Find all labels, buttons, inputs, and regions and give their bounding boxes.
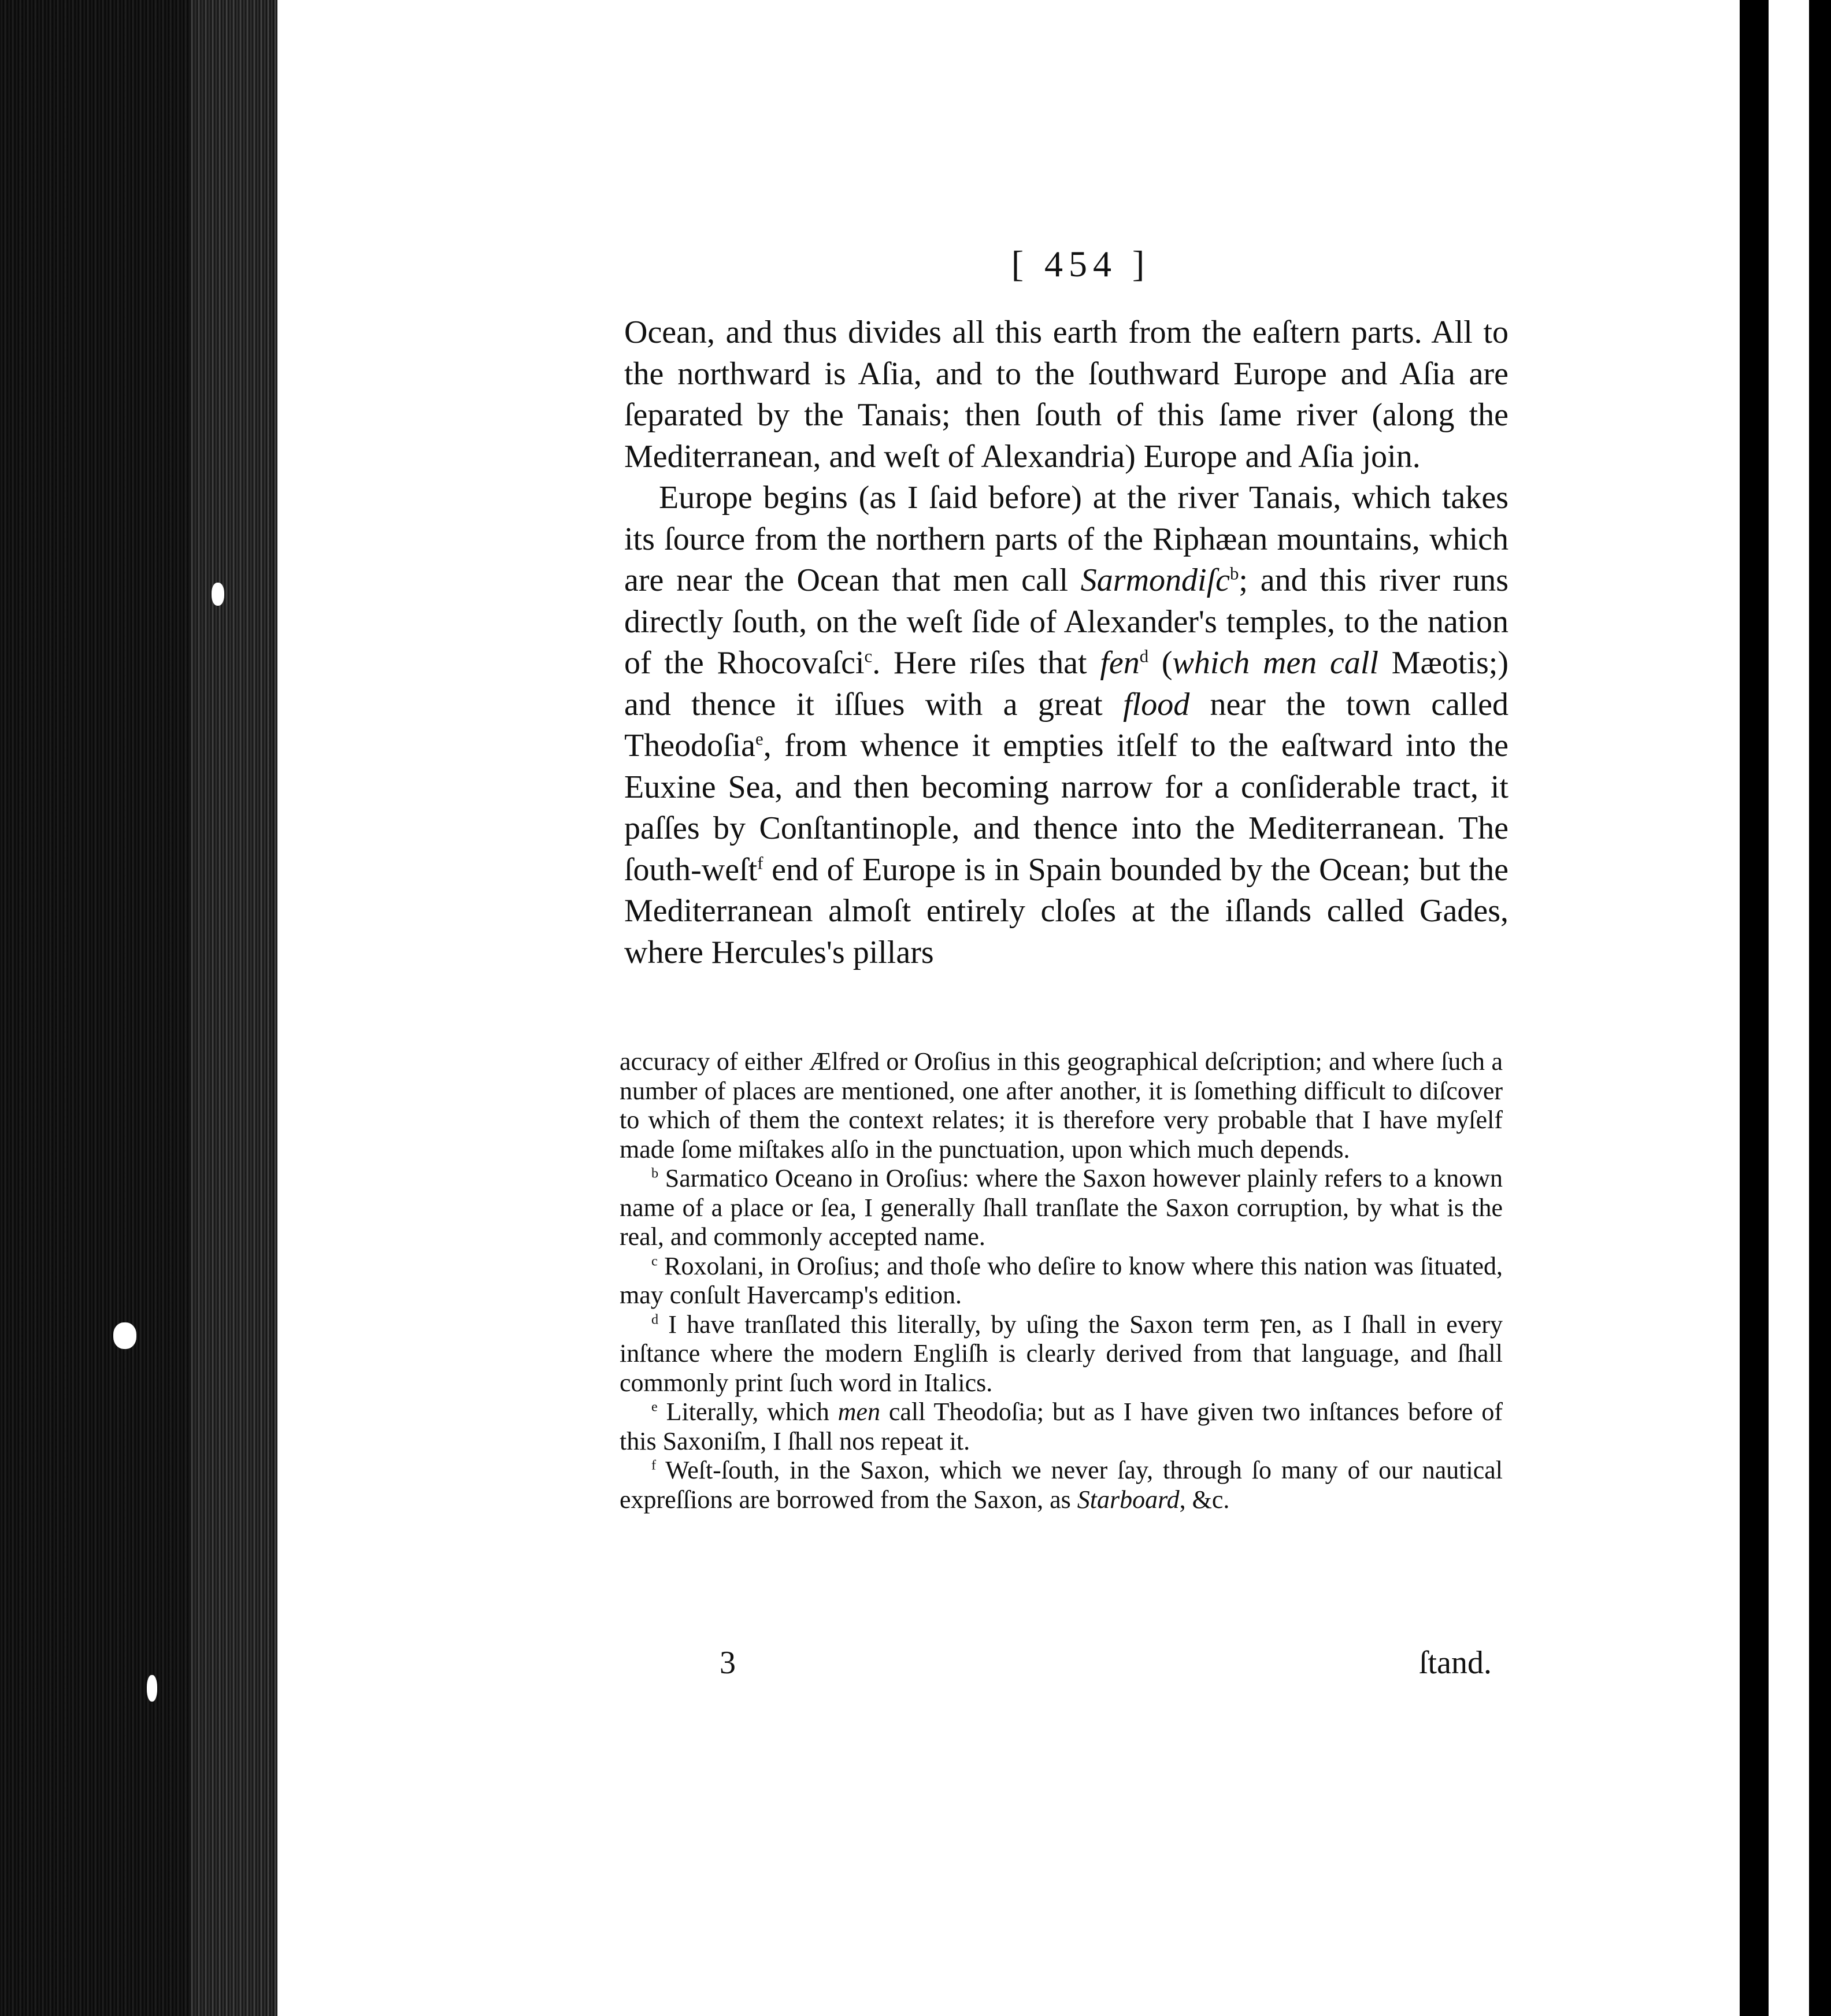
text-run: Europe begins (as I ſaid before) at the river Tanais, which takes its ſource from the northern parts of the Riphæan mountains, which are near the Ocean that men call bbox=[624, 480, 1508, 598]
italic-text: fen bbox=[1100, 645, 1140, 681]
text-run: ; and this river runs directly ſouth, on the weſt ſide of Alexander's temples, to the nation of the Rhocovaſci bbox=[624, 562, 1509, 681]
footnote bbox=[620, 1047, 1503, 1164]
footnote bbox=[620, 1398, 1503, 1456]
footnote-marker: e bbox=[651, 1399, 658, 1415]
text-run: Ocean, and thus divides all this earth from the eaſtern parts. All to the northward is Aſia, and to the ſouthward Europe and Aſia are ſeparated by the Tanais; then ſouth of this ſame river (along the Mediterranean, and weſt of Alexandria) Europe and Aſia join. bbox=[624, 314, 1508, 475]
footnote-marker: e bbox=[755, 729, 763, 749]
text-run: , &c. bbox=[1179, 1485, 1230, 1514]
italic-text: Starboard bbox=[1077, 1485, 1180, 1514]
footnote bbox=[620, 1310, 1503, 1398]
body-text bbox=[624, 312, 1508, 973]
text-run: end of Europe is in Spain bounded by the Ocean; but the Mediterranean almoſt entirely cloſes at the iſlands called Gades, where Hercules's pillars bbox=[624, 851, 1508, 970]
footnote-marker: d bbox=[1139, 646, 1149, 666]
body-paragraph bbox=[624, 312, 1508, 477]
text-run: call Theodoſia; but as I have given two inſtances before of this Saxoniſm, I ſhall nos repeat it. bbox=[620, 1398, 1503, 1455]
footnote bbox=[620, 1252, 1503, 1310]
text-run: Weſt-ſouth, in the Saxon, which we never ſay, through ſo many of our nautical expreſſions are borrowed from the Saxon, as bbox=[620, 1456, 1503, 1514]
book-page bbox=[277, 0, 1740, 2016]
text-run: Roxolani, in Oroſius; and thoſe who deſire to know where this nation was ſituated, may conſult Havercamp's edition. bbox=[620, 1251, 1503, 1309]
catchword: ſtand. bbox=[1419, 1645, 1492, 1681]
text-run: Sarmatico Oceano in Oroſius: where the Saxon however plainly refers to a known name of a place or ſea, I generally ſhall tranſlate the Saxon corruption, by what is the real, and commonly accepted name. bbox=[620, 1164, 1503, 1251]
italic-text: Sarmondiſc bbox=[1080, 562, 1230, 598]
text-run: I have tranſlated this literally, by uſing the Saxon term ꝼen, as I ſhall in every inſtance where the modern Engliſh is clearly derived from that language, and ſhall commonly print ſuch word in Italics. bbox=[620, 1310, 1503, 1397]
text-run: Mæotis;) and thence it iſſues with a great bbox=[624, 645, 1508, 722]
footnote-marker: d bbox=[651, 1311, 659, 1327]
italic-text: men bbox=[837, 1398, 880, 1426]
footnote bbox=[620, 1164, 1503, 1252]
page-edges bbox=[191, 0, 277, 2016]
edge-mark bbox=[147, 1675, 157, 1702]
text-run: ( bbox=[1148, 645, 1173, 681]
edge-mark bbox=[212, 583, 224, 606]
italic-text: flood bbox=[1123, 686, 1190, 722]
footnote-marker: b bbox=[1230, 564, 1239, 584]
facing-page-edge bbox=[1769, 0, 1809, 2016]
footnote-marker: f bbox=[651, 1457, 657, 1473]
footnote-marker: c bbox=[864, 646, 873, 666]
text-run: accuracy of either Ælfred or Oroſius in this geographical deſcription; and where ſuch a number of places are mentioned, one after another, it is ſomething difficult to diſcover to which of them the context relates; it is therefore very probable that I have myſelf made ſome miſtakes alſo in the punctuation, upon which much depends. bbox=[620, 1047, 1503, 1163]
edge-mark bbox=[113, 1322, 136, 1349]
text-run: , from whence it empties itſelf to the eaſtward into the Euxine Sea, and then becoming narrow for a conſiderable tract, it paſſes by Conſtantinople, and thence into the Mediterranean. The ſouth-weſt bbox=[624, 728, 1508, 888]
footnote bbox=[620, 1456, 1503, 1514]
text-run: near the town called Theodoſia bbox=[624, 686, 1508, 764]
italic-text: which men call bbox=[1172, 645, 1378, 681]
footnote-marker: f bbox=[757, 853, 763, 873]
footnote-marker: b bbox=[651, 1165, 659, 1181]
footnote-marker: c bbox=[651, 1252, 658, 1269]
body-paragraph bbox=[624, 477, 1508, 973]
text-run: Literally, which bbox=[657, 1398, 838, 1426]
footnotes bbox=[620, 1047, 1503, 1514]
signature-mark: 3 bbox=[720, 1645, 736, 1681]
text-run: . Here riſes that bbox=[872, 645, 1100, 681]
page-number: [ 454 ] bbox=[1011, 243, 1151, 284]
